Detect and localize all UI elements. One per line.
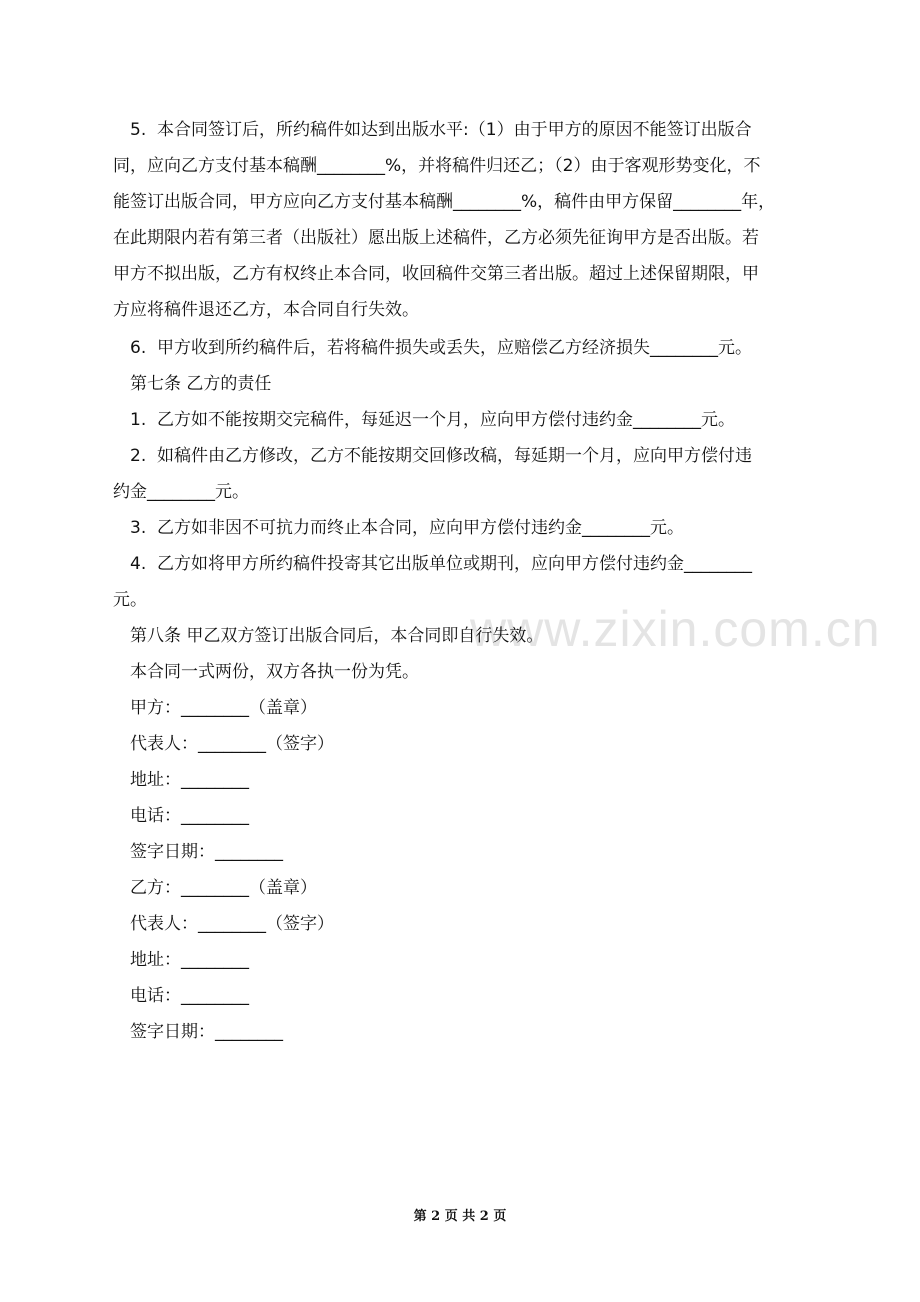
watermark: www.zixin.com.cn [470, 601, 881, 657]
clause-5-line-5: 甲方不拟出版，乙方有权终止本合同，收回稿件交第三者出版。超过上述保留期限，甲 [113, 264, 759, 284]
clause-5-line-4: 在此期限内若有第三者（出版社）愿出版上述稿件，乙方必须先征询甲方是否出版。若 [113, 228, 759, 248]
party-b-representative: 代表人：________（签字） [130, 914, 334, 934]
clause-5-line-2: 同，应向乙方支付基本稿酬________%，并将稿件归还乙；（2）由于客观形势变化，不 [113, 156, 761, 176]
clause-5-line-6: 方应将稿件退还乙方，本合同自行失效。 [113, 300, 419, 320]
party-b-phone: 电话：________ [130, 986, 249, 1006]
page-number-footer: 第 2 页 共 2 页 [413, 1209, 507, 1224]
article-8: 第八条 甲乙双方签订出版合同后，本合同即自行失效。 [130, 626, 544, 646]
party-b-label: 乙方：________（盖章） [130, 878, 317, 898]
article-7-item-2-line-1: 2. 如稿件由乙方修改，乙方不能按期交回修改稿，每延期一个月，应向甲方偿付违 [130, 446, 753, 466]
party-b-address: 地址：________ [130, 950, 249, 970]
clause-6: 6. 甲方收到所约稿件后，若将稿件损失或丢失，应赔偿乙方经济损失________元。 [130, 338, 753, 358]
party-a-representative: 代表人：________（签字） [130, 734, 334, 754]
party-a-address: 地址：________ [130, 770, 249, 790]
article-7-heading: 第七条 乙方的责任 [130, 374, 272, 394]
party-b-sign-date: 签字日期：________ [130, 1022, 283, 1042]
clause-5-line-3: 能签订出版合同，甲方应向乙方支付基本稿酬________%，稿件由甲方保留________年， [113, 192, 776, 212]
article-7-item-2-line-2: 约金________元。 [113, 482, 249, 502]
clause-5-line-1: 5. 本合同签订后，所约稿件如达到出版水平:（1）由于甲方的原因不能签订出版合 [130, 120, 752, 140]
party-a-phone: 电话：________ [130, 806, 249, 826]
article-7-item-4-line-2: 元。 [113, 590, 147, 610]
copies-note: 本合同一式两份，双方各执一份为凭。 [130, 662, 419, 682]
party-a-sign-date: 签字日期：________ [130, 842, 283, 862]
article-7-item-1: 1. 乙方如不能按期交完稿件，每延迟一个月，应向甲方偿付违约金________元。 [130, 410, 736, 430]
article-7-item-4-line-1: 4. 乙方如将甲方所约稿件投寄其它出版单位或期刊，应向甲方偿付违约金________ [130, 554, 753, 574]
article-7-item-3: 3. 乙方如非因不可抗力而终止本合同，应向甲方偿付违约金________元。 [130, 518, 685, 538]
party-a-label: 甲方：________（盖章） [130, 698, 317, 718]
